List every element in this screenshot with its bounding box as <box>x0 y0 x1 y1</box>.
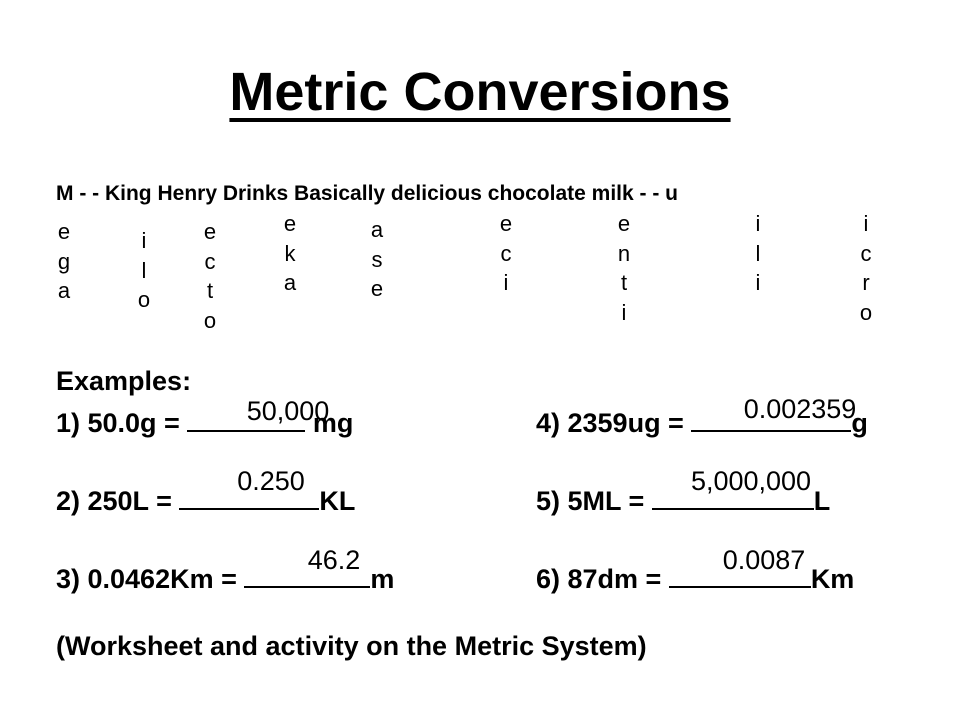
footer-note: (Worksheet and activity on the Metric System) <box>56 631 647 661</box>
example-4-answer: 0.002359 <box>743 394 857 424</box>
prefix-column-hecto: e c t o <box>203 219 217 333</box>
prefix-column-deka: e k a <box>283 211 297 295</box>
example-1: 1) 50.0g = mg <box>56 408 354 438</box>
prefix-column-milli: i l i <box>755 211 761 295</box>
example-4: 4) 2359ug = g <box>536 408 868 438</box>
prefix-column-deci: e c i <box>499 211 513 295</box>
prefix-column-base: a s e <box>370 217 384 301</box>
prefix-column-centi: e n t i <box>617 211 631 325</box>
prefix-column-kilo: i l o <box>137 228 151 312</box>
example-6-answer: 0.0087 <box>722 545 806 575</box>
example-2: 2) 250L = KL <box>56 486 356 516</box>
example-3-answer: 46.2 <box>307 545 361 575</box>
examples-heading: Examples: <box>56 366 192 396</box>
mnemonic-line: M - - King Henry Drinks Basically delicious chocolate milk - - u <box>56 182 678 205</box>
example-5: 5) 5ML = L <box>536 486 831 516</box>
prefix-column-mega: e g a <box>57 219 71 303</box>
example-3: 3) 0.0462Km = m <box>56 564 395 594</box>
example-2-answer: 0.250 <box>237 466 305 496</box>
example-1-answer: 50,000 <box>246 396 330 426</box>
example-5-answer: 5,000,000 <box>690 466 812 496</box>
page-title: Metric Conversions <box>229 62 731 122</box>
prefix-column-micro: i c r o <box>859 211 873 325</box>
example-6: 6) 87dm = Km <box>536 564 855 594</box>
